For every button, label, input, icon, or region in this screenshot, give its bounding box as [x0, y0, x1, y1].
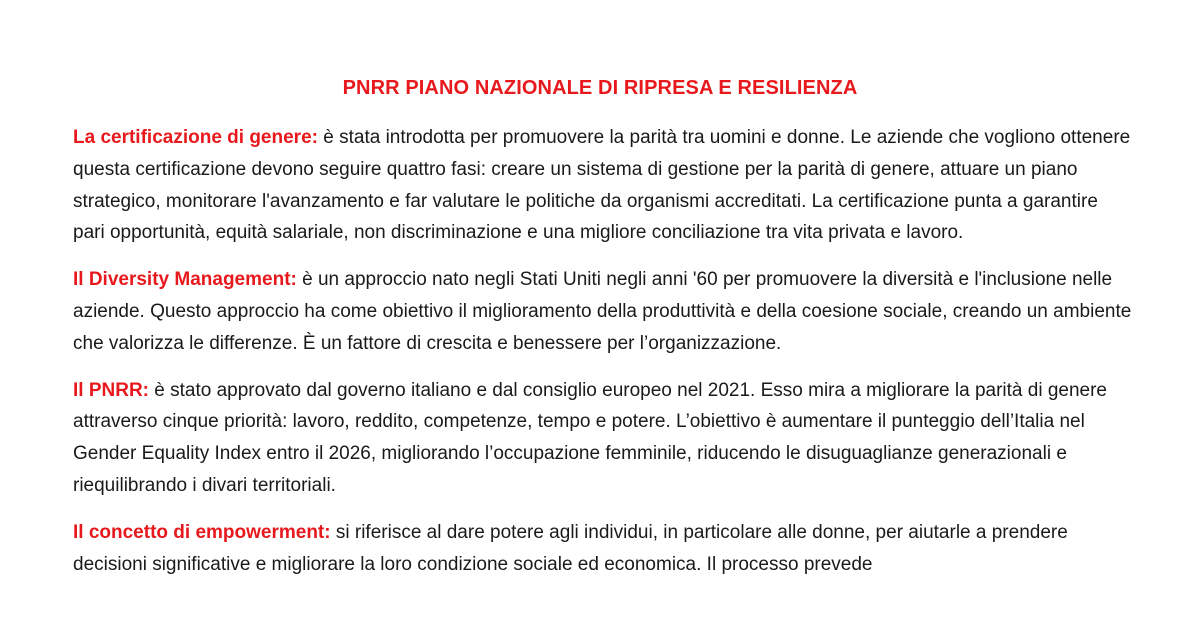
document-body [73, 122, 1133, 595]
paragraph-diversity-management [73, 264, 1133, 359]
paragraph-text: è un approccio nato negli Stati Uniti negli anni '60 per promuovere la diversità e l'inclusione nelle aziende. Questo approccio ha come obiettivo il miglioramento della produttività e della coesione sociale, creando un ambiente che valorizza le differenze. È un fattore di crescita e benessere per l’organizzazione. [73, 269, 1132, 354]
paragraph-certificazione [73, 122, 1133, 249]
paragraph-heading: Il Diversity Management: [73, 269, 297, 291]
paragraph-text: è stata introdotta per promuovere la parità tra uomini e donne. Le aziende che vogliono ottenere questa certificazione devono seguire quattro fasi: creare un sistema di gestione per la parità di genere, attuare un piano strategico, monitorare l'avanzamento e far valutare le politiche da organismi accreditati. La certificazione punta a garantire pari opportunità, equità salariale, non discriminazione e una migliore conciliazione tra vita privata e lavoro. [73, 127, 1131, 244]
paragraph-pnrr [73, 375, 1133, 502]
paragraph-heading: Il PNRR: [73, 379, 149, 401]
document-title: PNRR PIANO NAZIONALE DI RIPRESA E RESILIENZA [342, 77, 858, 99]
paragraph-text: è stato approvato dal governo italiano e dal consiglio europeo nel 2021. Esso mira a migliorare la parità di genere attraverso cinque priorità: lavoro, reddito, competenze, tempo e potere. L’obiettivo è aumentare il punteggio dell’Italia nel Gender Equality Index entro il 2026, migliorando l’occupazione femminile, riducendo le disuguaglianze generazionali e riequilibrando i divari territoriali. [73, 379, 1107, 496]
paragraph-empowerment [73, 517, 1133, 581]
paragraph-text: si riferisce al dare potere agli individui, in particolare alle donne, per aiutarle a prendere decisioni significative e migliorare la loro condizione sociale ed economica. Il processo prevede [73, 521, 1068, 575]
paragraph-heading: La certificazione di genere: [73, 127, 318, 148]
paragraph-heading: Il concetto di empowerment: [73, 521, 331, 543]
